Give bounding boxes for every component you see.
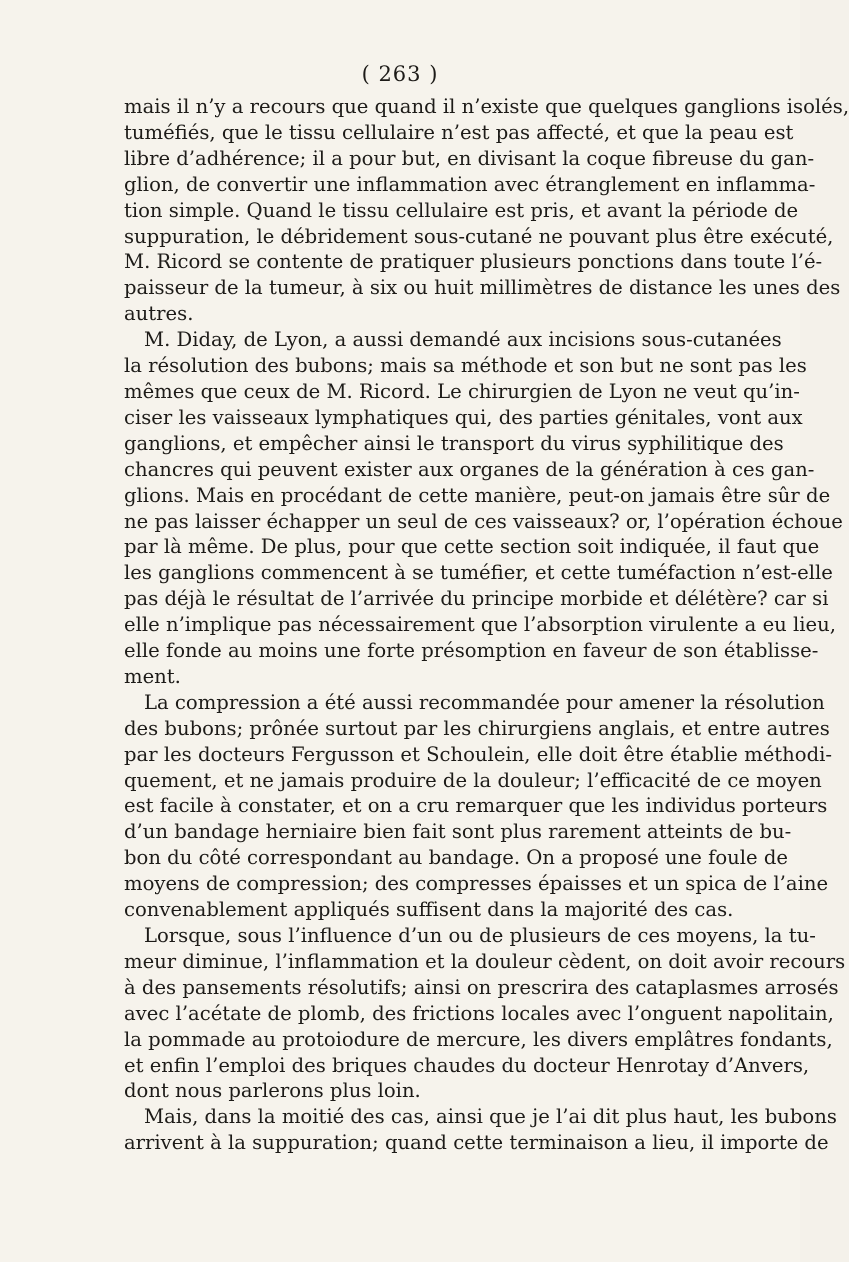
text-line: par les docteurs Fergusson et Schoulein, elle doit être établie méthodi- bbox=[124, 742, 833, 766]
text-line: ciser les vaisseaux lymphatiques qui, des parties génitales, vont aux bbox=[124, 405, 803, 429]
text-line: les ganglions commencent à se tuméfier, et cette tuméfaction n’est-elle bbox=[124, 561, 833, 585]
text-line: par là même. De plus, pour que cette section soit indiquée, il faut que bbox=[124, 535, 820, 559]
text-line: elle n’implique pas nécessairement que l’absorption virulente a eu lieu, bbox=[124, 613, 836, 637]
text-line: moyens de compression; des compresses épaisses et un spica de l’aine bbox=[124, 872, 829, 896]
text-line: d’un bandage herniaire bien fait sont plus rarement atteints de bu- bbox=[124, 820, 792, 844]
text-line: ganglions, et empêcher ainsi le transport du virus syphilitique des bbox=[124, 431, 784, 455]
text-line: glion, de convertir une inflammation avec étranglement en inflamma- bbox=[124, 172, 816, 196]
text-line: glions. Mais en procédant de cette manière, peut-on jamais être sûr de bbox=[124, 483, 831, 507]
text-line: libre d’adhérence; il a pour but, en divisant la coque fibreuse du gan- bbox=[124, 146, 815, 170]
text-line: M. Ricord se contente de pratiquer plusieurs ponctions dans toute l’é- bbox=[124, 250, 823, 274]
text-line: est facile à constater, et on a cru remarquer que les individus porteurs bbox=[124, 794, 828, 818]
text-line: suppuration, le débridement sous-cutané ne pouvant plus être exécuté, bbox=[124, 224, 834, 248]
text-line: Mais, dans la moitié des cas, ainsi que je l’ai dit plus haut, les bubons bbox=[144, 1105, 837, 1129]
paragraph bbox=[124, 327, 843, 690]
text-line: pas déjà le résultat de l’arrivée du principe morbide et délétère? car si bbox=[124, 587, 829, 611]
text-line: dont nous parlerons plus loin. bbox=[124, 1079, 421, 1103]
text-line: et enfin l’emploi des briques chaudes du docteur Henrotay d’Anvers, bbox=[124, 1053, 810, 1077]
text-line: avec l’acétate de plomb, des frictions locales avec l’onguent napolitain, bbox=[124, 1001, 834, 1025]
text-line: quement, et ne jamais produire de la douleur; l’efficacité de ce moyen bbox=[124, 768, 822, 792]
paragraph bbox=[124, 690, 833, 923]
paragraph bbox=[124, 94, 849, 327]
text-line: des bubons; prônée surtout par les chirurgiens anglais, et entre autres bbox=[124, 716, 830, 740]
text-line: chancres qui peuvent exister aux organes de la génération à ces gan- bbox=[124, 457, 815, 481]
text-line: la résolution des bubons; mais sa méthode et son but ne sont pas les bbox=[124, 354, 807, 378]
text-line: convenablement appliqués suffisent dans la majorité des cas. bbox=[124, 898, 734, 922]
text-line: tuméfiés, que le tissu cellulaire n’est pas affecté, et que la peau est bbox=[124, 120, 794, 144]
text-line: La compression a été aussi recommandée pour amener la résolution bbox=[144, 690, 825, 714]
body-text bbox=[124, 94, 849, 1156]
text-line: meur diminue, l’inflammation et la douleur cèdent, on doit avoir recours bbox=[124, 949, 846, 973]
text-line: à des pansements résolutifs; ainsi on prescrira des cataplasmes arrosés bbox=[124, 975, 839, 999]
text-line: Lorsque, sous l’influence d’un ou de plusieurs de ces moyens, la tu- bbox=[144, 924, 816, 947]
page-number: ( 263 ) bbox=[361, 62, 439, 86]
text-line: mêmes que ceux de M. Ricord. Le chirurgien de Lyon ne veut qu’in- bbox=[124, 379, 800, 403]
text-line: ment. bbox=[124, 664, 181, 688]
paragraph bbox=[124, 923, 846, 1104]
text-line: arrivent à la suppuration; quand cette terminaison a lieu, il importe de bbox=[124, 1131, 829, 1155]
text-line: paisseur de la tumeur, à six ou huit millimètres de distance les unes des bbox=[124, 276, 841, 300]
text-line: mais il n’y a recours que quand il n’existe que quelques ganglions isolés, bbox=[124, 95, 849, 118]
text-line: la pommade au protoiodure de mercure, les divers emplâtres fondants, bbox=[124, 1027, 833, 1051]
text-line: elle fonde au moins une forte présomption en faveur de son établisse- bbox=[124, 639, 819, 663]
text-line: bon du côté correspondant au bandage. On a proposé une foule de bbox=[124, 846, 788, 870]
text-line: tion simple. Quand le tissu cellulaire est pris, et avant la période de bbox=[124, 198, 799, 222]
text-line: autres. bbox=[124, 302, 194, 326]
text-line: M. Diday, de Lyon, a aussi demandé aux incisions sous-cutanées bbox=[144, 328, 782, 352]
text-line: ne pas laisser échapper un seul de ces vaisseaux? or, l’opération échoue bbox=[124, 509, 843, 533]
paragraph bbox=[124, 1104, 837, 1156]
